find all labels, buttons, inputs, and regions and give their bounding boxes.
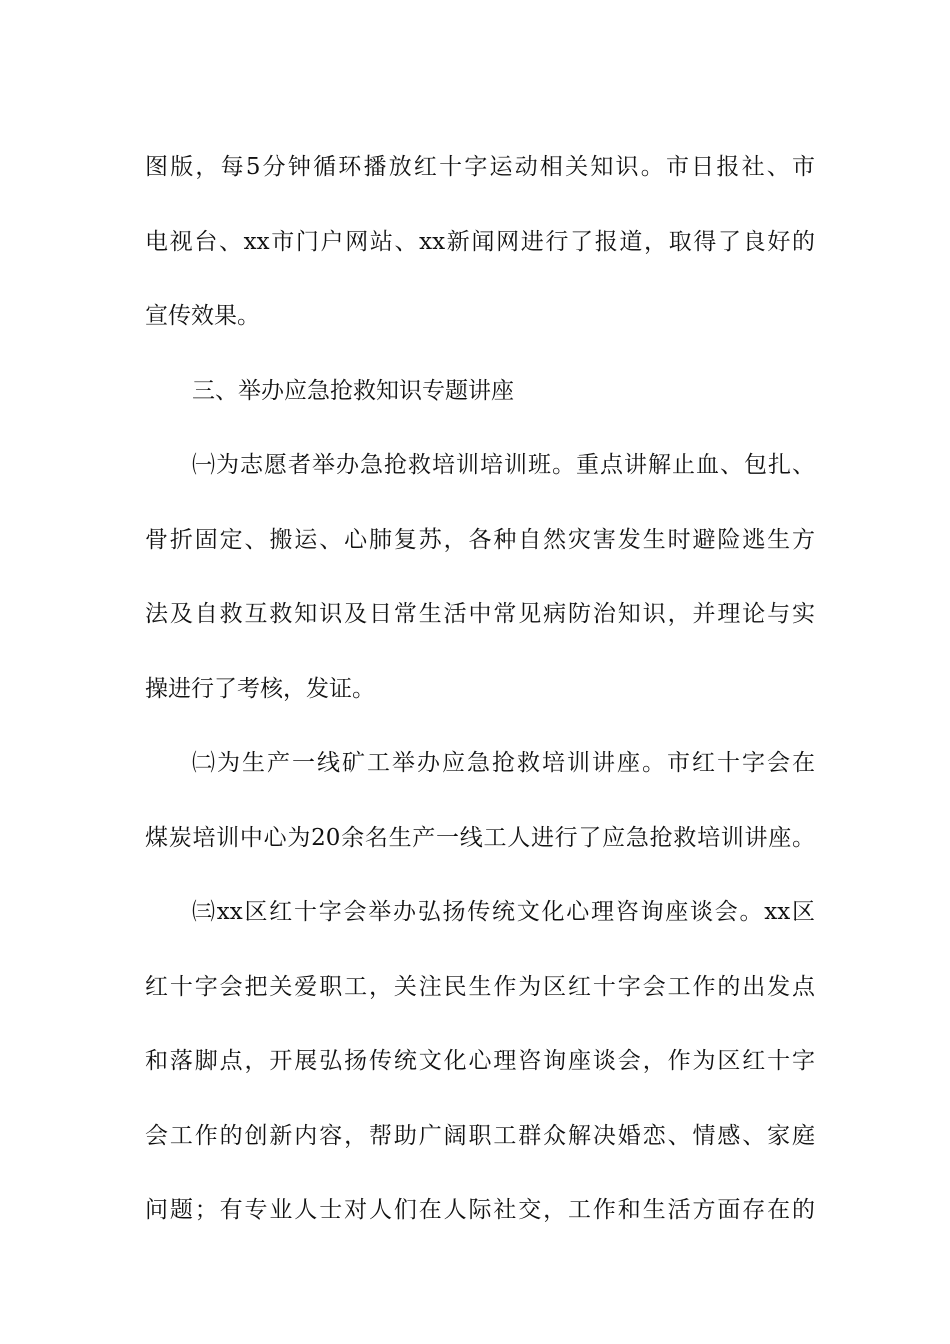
- text-line-15: 问题；有专业人士对人们在人际社交，工作和生活方面存在的: [145, 1197, 815, 1223]
- text-line-5: ㈠为志愿者举办急抢救培训培训班。重点讲解止血、包扎、: [192, 452, 815, 478]
- text-line-12: 红十字会把关爱职工，关注民生作为区红十字会工作的出发点: [145, 973, 815, 1000]
- text-line-8: 操进行了考核，发证。: [145, 675, 375, 702]
- text-line-14: 会工作的创新内容，帮助广阔职工群众解决婚恋、情感、家庭: [145, 1122, 815, 1149]
- text-line-6: 骨折固定、搬运、心肺复苏，各种自然灾害发生时避险逃生方: [145, 526, 815, 553]
- text-line-11: ㈢xx区红十字会举办弘扬传统文化心理咨询座谈会。xx区: [192, 899, 815, 925]
- text-line-9: ㈡为生产一线矿工举办应急抢救培训讲座。市红十字会在: [192, 750, 815, 776]
- section-heading: 三、举办应急抢救知识专题讲座: [192, 377, 514, 404]
- body-text: [145, 130, 815, 1248]
- text-line-2: 电视台、xx市门户网站、xx新闻网进行了报道，取得了良好的: [145, 228, 815, 255]
- text-line-7: 法及自救互救知识及日常生活中常见病防治知识，并理论与实: [145, 601, 815, 627]
- text-line-13: 和落脚点，开展弘扬传统文化心理咨询座谈会，作为区红十字: [145, 1048, 815, 1074]
- text-line-10: 煤炭培训中心为20余名生产一线工人进行了应急抢救培训讲座。: [145, 824, 815, 851]
- text-line-1: 图版，每5分钟循环播放红十字运动相关知识。市日报社、市: [145, 154, 815, 180]
- text-line-3: 宣传效果。: [145, 303, 260, 329]
